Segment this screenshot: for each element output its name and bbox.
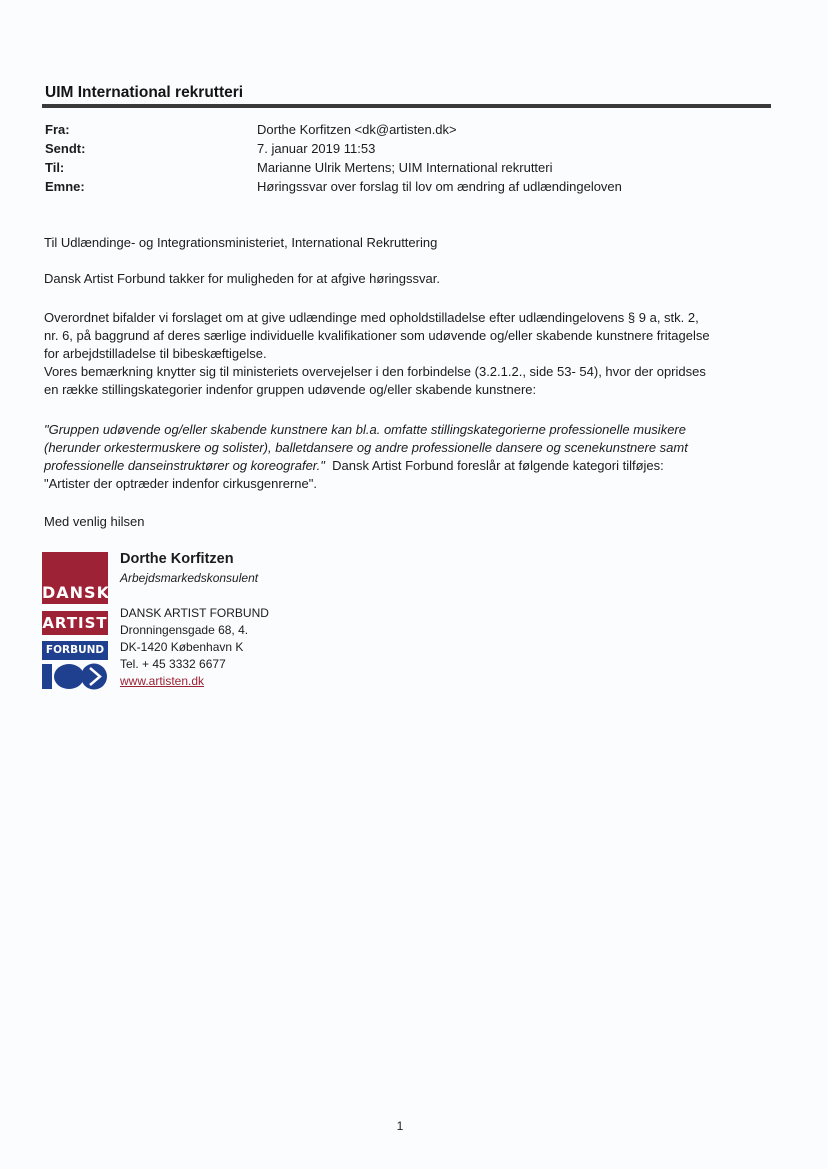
body-line: Vores bemærkning knytter sig til ministeriets overvejelser i den forbindelse (3.2.1.2., side 53- 54), hvor der opridses: [44, 364, 706, 379]
to-value: Marianne Ulrik Mertens; UIM International rekrutteri: [257, 160, 553, 175]
logo-text-forbund: FORBUND: [42, 641, 108, 660]
proposal-text: Dansk Artist Forbund foreslår at følgende kategori tilføjes:: [324, 458, 664, 473]
logo-text-dansk: DANSK: [42, 583, 110, 602]
subject-value: Høringssvar over forslag til lov om ændring af udlændingeloven: [257, 179, 622, 194]
quote-line: "Gruppen udøvende og/eller skabende kunstnere kan bl.a. omfatte stillingskategorierne professionelle musikere: [44, 422, 686, 437]
thanks-paragraph: Dansk Artist Forbund takker for muligheden for at afgive høringssvar.: [44, 271, 440, 286]
body-line: nr. 6, på baggrund af deres særlige individuelle kvalifikationer som udøvende og/eller skabende kunstnere fritagelse: [44, 328, 710, 343]
to-label: Til:: [45, 160, 65, 175]
phone-number: Tel. + 45 3332 6677: [120, 657, 226, 671]
street-address: Dronningensgade 68, 4.: [120, 623, 249, 637]
proposal-category: "Artister der optræder indenfor cirkusgenrerne".: [44, 476, 317, 491]
signature-title: Arbejdsmarkedskonsulent: [120, 571, 259, 585]
logo-top-block: [42, 552, 108, 582]
signature-address: [120, 605, 269, 690]
dansk-artist-forbund-logo: [42, 552, 108, 690]
from-label: Fra:: [45, 122, 70, 137]
closing-text: Med venlig hilsen: [44, 514, 145, 529]
logo-one-bar: [42, 664, 52, 689]
logo-zero-2: [81, 664, 107, 690]
subject-label: Emne:: [45, 179, 85, 194]
body-line: for arbejdstilladelse til bibeskæftigelse.: [44, 346, 267, 361]
sent-label: Sendt:: [45, 141, 86, 156]
logo-zero-1: [54, 664, 84, 689]
from-value: Dorthe Korfitzen <dk@artisten.dk>: [257, 122, 457, 137]
header-divider: [42, 104, 771, 108]
body-paragraph-1: [44, 309, 774, 399]
quote-line: (herunder orkestermuskere og solister), balletdansere og andre professionelle dansere og scenekunstnere samt: [44, 440, 688, 455]
quote-end: professionelle danseinstruktører og koreografer.": [44, 458, 325, 473]
org-name: DANSK ARTIST FORBUND: [120, 606, 269, 620]
sent-value: 7. januar 2019 11:53: [257, 141, 376, 156]
organization-title: UIM International rekrutteri: [45, 84, 244, 101]
signature-name: Dorthe Korfitzen: [120, 551, 234, 567]
website-link[interactable]: www.artisten.dk: [120, 674, 205, 688]
body-line: en række stillingskategorier indenfor gruppen udøvende og/eller skabende kunstnere:: [44, 382, 537, 397]
quote-line-mixed: [44, 457, 774, 475]
logo-100-mark: [42, 662, 108, 690]
quote-paragraph: [44, 421, 774, 493]
body-line: Overordnet bifalder vi forslaget om at give udlændinge med opholdstilladelse efter udlændingelovens § 9 a, stk. 2,: [44, 310, 699, 325]
page-number: 1: [396, 1119, 404, 1133]
city-address: DK-1420 København K: [120, 640, 244, 654]
logo-text-artist: ARTIST: [42, 611, 108, 635]
greeting-paragraph: Til Udlændinge- og Integrationsministeriet, International Rekruttering: [44, 235, 438, 250]
